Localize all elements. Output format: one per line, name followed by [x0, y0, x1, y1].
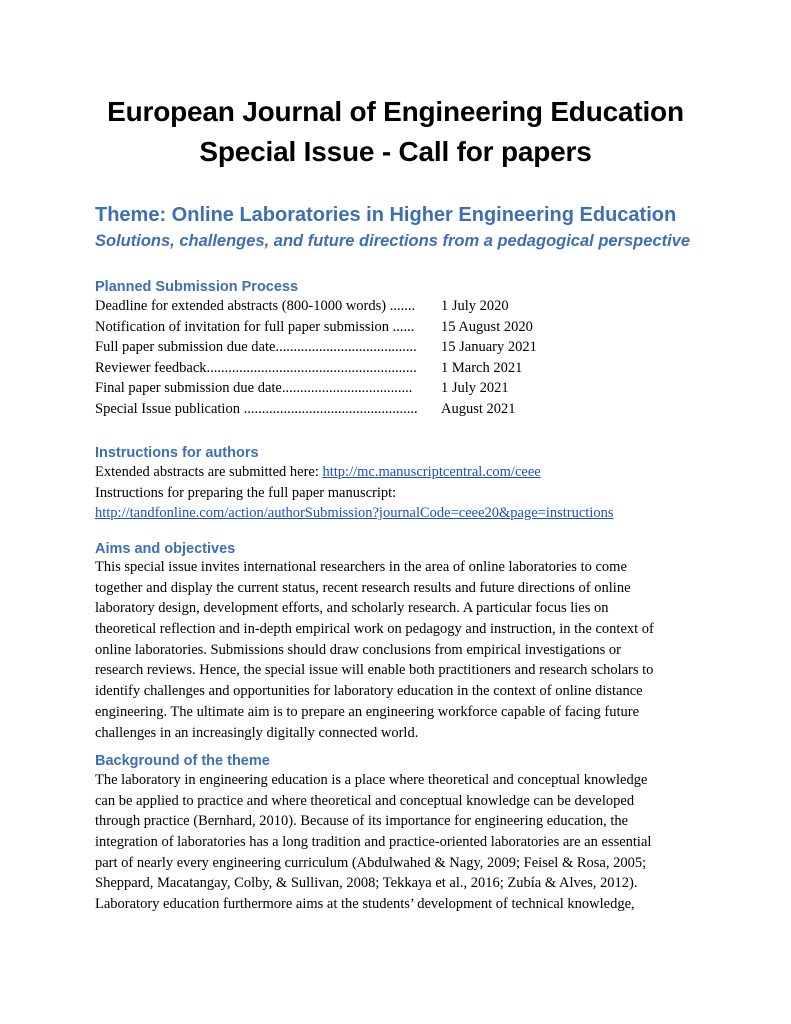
theme-title: Theme: Online Laboratories in Higher Engineering Education	[95, 204, 677, 226]
manuscript-instructions-link[interactable]: http://tandfonline.com/action/authorSubmission?journalCode=ceee20&page=instructions	[95, 505, 614, 522]
background-line: can be applied to practice and where theoretical and conceptual knowledge can be developed	[95, 792, 635, 809]
submission-heading: Planned Submission Process	[95, 279, 299, 295]
schedule-row	[95, 358, 695, 379]
submission-schedule	[95, 296, 695, 420]
aims-line: online laboratories. Submissions should draw conclusions from empirical investigations or	[95, 641, 621, 658]
schedule-date: 1 July 2021	[441, 380, 509, 397]
schedule-row	[95, 296, 695, 317]
aims-heading: Aims and objectives	[95, 541, 236, 557]
schedule-label: Special Issue publication ................................................	[95, 400, 418, 417]
aims-line: together and display the current status, recent research results and future directions of online	[95, 579, 631, 596]
abstracts-submission-link[interactable]: http://mc.manuscriptcentral.com/ceee	[322, 464, 541, 480]
schedule-row	[95, 378, 695, 399]
schedule-row	[95, 337, 695, 358]
aims-line: theoretical reflection and in-depth empirical work on pedagogy and instruction, in the context of	[95, 621, 654, 638]
instructions-body	[95, 462, 700, 524]
background-body	[95, 770, 700, 915]
schedule-label: Full paper submission due date.......................................	[95, 339, 417, 356]
aims-line: identify challenges and opportunities for laboratory education in the context of online distance	[95, 683, 643, 700]
schedule-date: 1 July 2020	[441, 298, 509, 314]
manuscript-line	[95, 503, 700, 524]
aims-line: This special issue invites international researchers in the area of online laboratories to come	[95, 559, 627, 575]
background-line: part of nearly every engineering curriculum (Abdulwahed & Nagy, 2009; Feisel & Rosa, 2005;	[95, 854, 647, 871]
journal-title: European Journal of Engineering Education	[107, 96, 684, 127]
schedule-label: Reviewer feedback..........................................................	[95, 359, 417, 376]
schedule-row	[95, 399, 695, 420]
abstracts-line	[95, 462, 700, 483]
schedule-label: Deadline for extended abstracts (800-1000 words) .......	[95, 298, 416, 314]
schedule-label: Final paper submission due date....................................	[95, 380, 413, 397]
aims-line: laboratory design, development efforts, and scholarly research. A particular focus lies on	[95, 600, 609, 617]
abstracts-text: Extended abstracts are submitted here:	[95, 464, 323, 480]
theme-subtitle: Solutions, challenges, and future directions from a pedagogical perspective	[95, 232, 691, 250]
background-line: integration of laboratories has a long tradition and practice-oriented laboratories are an essential	[95, 834, 652, 851]
schedule-label: Notification of invitation for full paper submission ......	[95, 318, 415, 335]
aims-body	[95, 557, 700, 743]
schedule-date: 15 August 2020	[441, 318, 533, 335]
call-for-papers-title: Special Issue - Call for papers	[199, 136, 592, 167]
aims-line: research reviews. Hence, the special issue will enable both practitioners and research scholars to	[95, 662, 654, 679]
aims-line: challenges in an increasingly digitally connected world.	[95, 724, 419, 741]
schedule-date: 15 January 2021	[441, 339, 537, 356]
instructions-heading: Instructions for authors	[95, 445, 259, 461]
schedule-date: August 2021	[441, 400, 516, 417]
background-heading: Background of the theme	[95, 753, 270, 769]
schedule-date: 1 March 2021	[441, 359, 523, 376]
manuscript-text: Instructions for preparing the full paper manuscript:	[95, 484, 397, 501]
schedule-row	[95, 317, 695, 338]
aims-line: engineering. The ultimate aim is to prepare an engineering workforce capable of facing future	[95, 703, 640, 720]
background-line: Sheppard, Macatangay, Colby, & Sullivan, 2008; Tekkaya et al., 2016; Zubía & Alves, 2012).	[95, 875, 638, 892]
background-line: through practice (Bernhard, 2010). Because of its importance for engineering education, the	[95, 813, 629, 830]
background-line: The laboratory in engineering education is a place where theoretical and conceptual knowledge	[95, 772, 648, 788]
background-line: Laboratory education furthermore aims at the students’ development of technical knowledge,	[95, 896, 635, 913]
